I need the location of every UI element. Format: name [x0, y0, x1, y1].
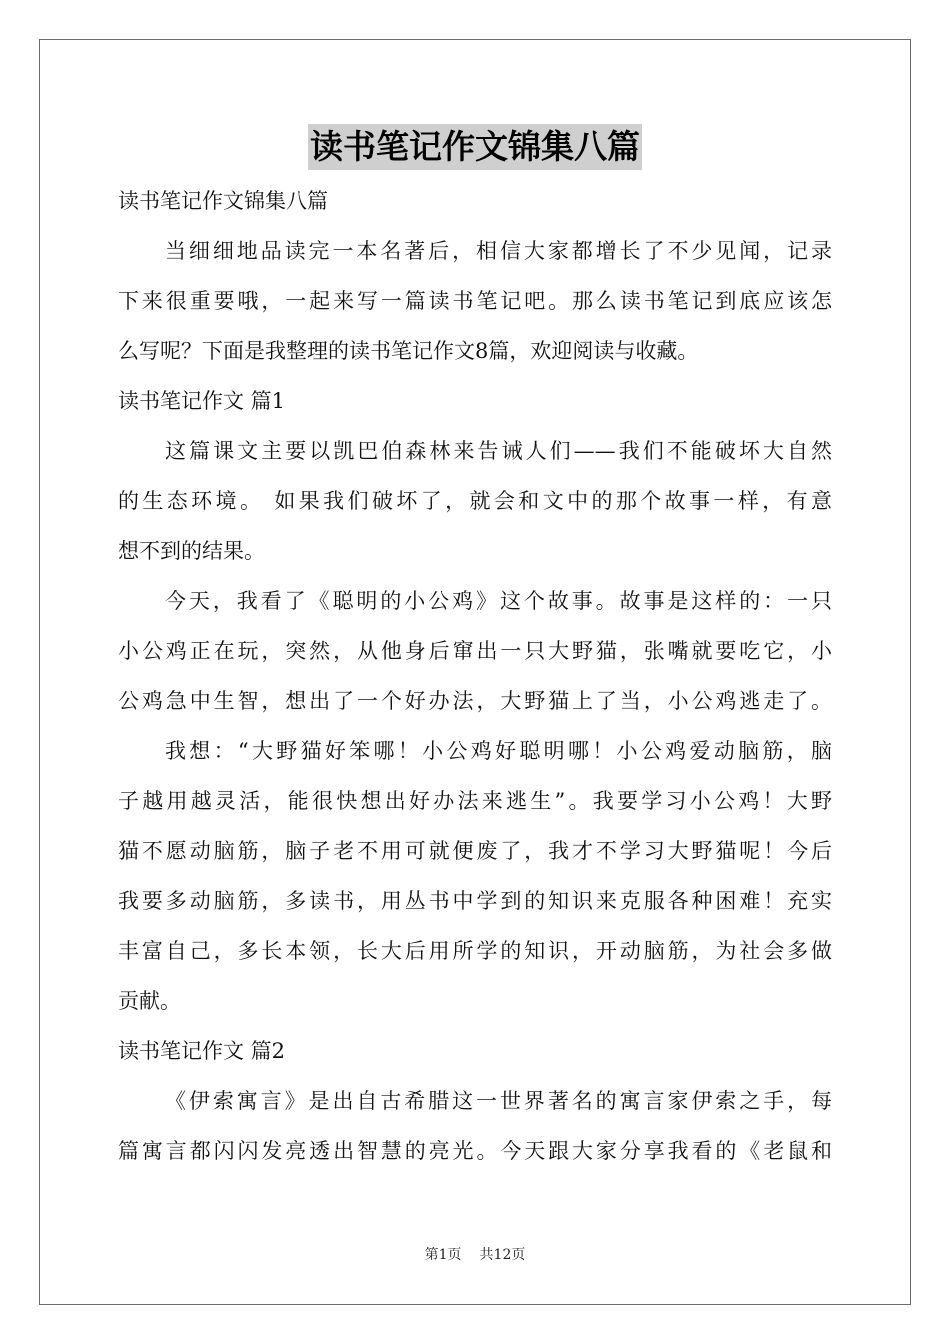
document-title: 读书笔记作文锦集八篇: [308, 124, 642, 170]
text-line: 《伊索寓言》是出自古希腊这一世界著名的寓言家伊索之手，每: [165, 1089, 832, 1113]
document-body: [118, 176, 832, 1176]
text-line: 小公鸡正在玩，突然，从他身后窜出一只大野猫，张嘴就要吃它，小: [118, 639, 832, 663]
text-line: 当细细地品读完一本名著后，相信大家都增长了不少见闻，记录: [165, 239, 832, 263]
text-line: 读书笔记作文锦集八篇: [118, 189, 328, 213]
text-line: 我要多动脑筋，多读书，用丛书中学到的知识来克服各种困难！充实: [118, 889, 832, 913]
title-container: [0, 124, 950, 170]
text-line: 想不到的结果。: [118, 539, 265, 563]
text-line: 丰富自己，多长本领，长大后用所学的知识，开动脑筋，为社会多做: [118, 939, 832, 963]
page-number: 第1页: [424, 1247, 462, 1263]
text-line: 这篇课文主要以凯巴伯森林来告诫人们——我们不能破坏大自然: [165, 439, 832, 463]
text-line: 子越用越灵活，能很快想出好办法来逃生”。我要学习小公鸡！大野: [118, 789, 832, 813]
text-line: 我想：“大野猫好笨哪！小公鸡好聪明哪！小公鸡爱动脑筋，脑: [165, 739, 832, 763]
text-line: 下来很重要哦，一起来写一篇读书笔记吧。那么读书笔记到底应该怎: [118, 289, 832, 313]
text-line: 读书笔记作文 篇2: [118, 1039, 286, 1063]
page-total: 共12页: [479, 1247, 526, 1263]
text-line: 贡献。: [118, 989, 181, 1013]
text-line: 公鸡急中生智，想出了一个好办法，大野猫上了当，小公鸡逃走了。: [118, 689, 832, 713]
text-line: 的生态环境。 如果我们破坏了，就会和文中的那个故事一样，有意: [118, 489, 832, 513]
page-footer: [0, 1244, 950, 1264]
text-line: 今天，我看了《聪明的小公鸡》这个故事。故事是这样的：一只: [165, 589, 832, 613]
text-line: 么写呢？下面是我整理的读书笔记作文8篇，欢迎阅读与收藏。: [118, 339, 699, 363]
text-line: 篇寓言都闪闪发亮透出智慧的亮光。今天跟大家分享我看的《老鼠和: [118, 1139, 832, 1163]
text-line: 读书笔记作文 篇1: [118, 389, 286, 413]
text-line: 猫不愿动脑筋，脑子老不用可就便废了，我才不学习大野猫呢！今后: [118, 839, 832, 863]
